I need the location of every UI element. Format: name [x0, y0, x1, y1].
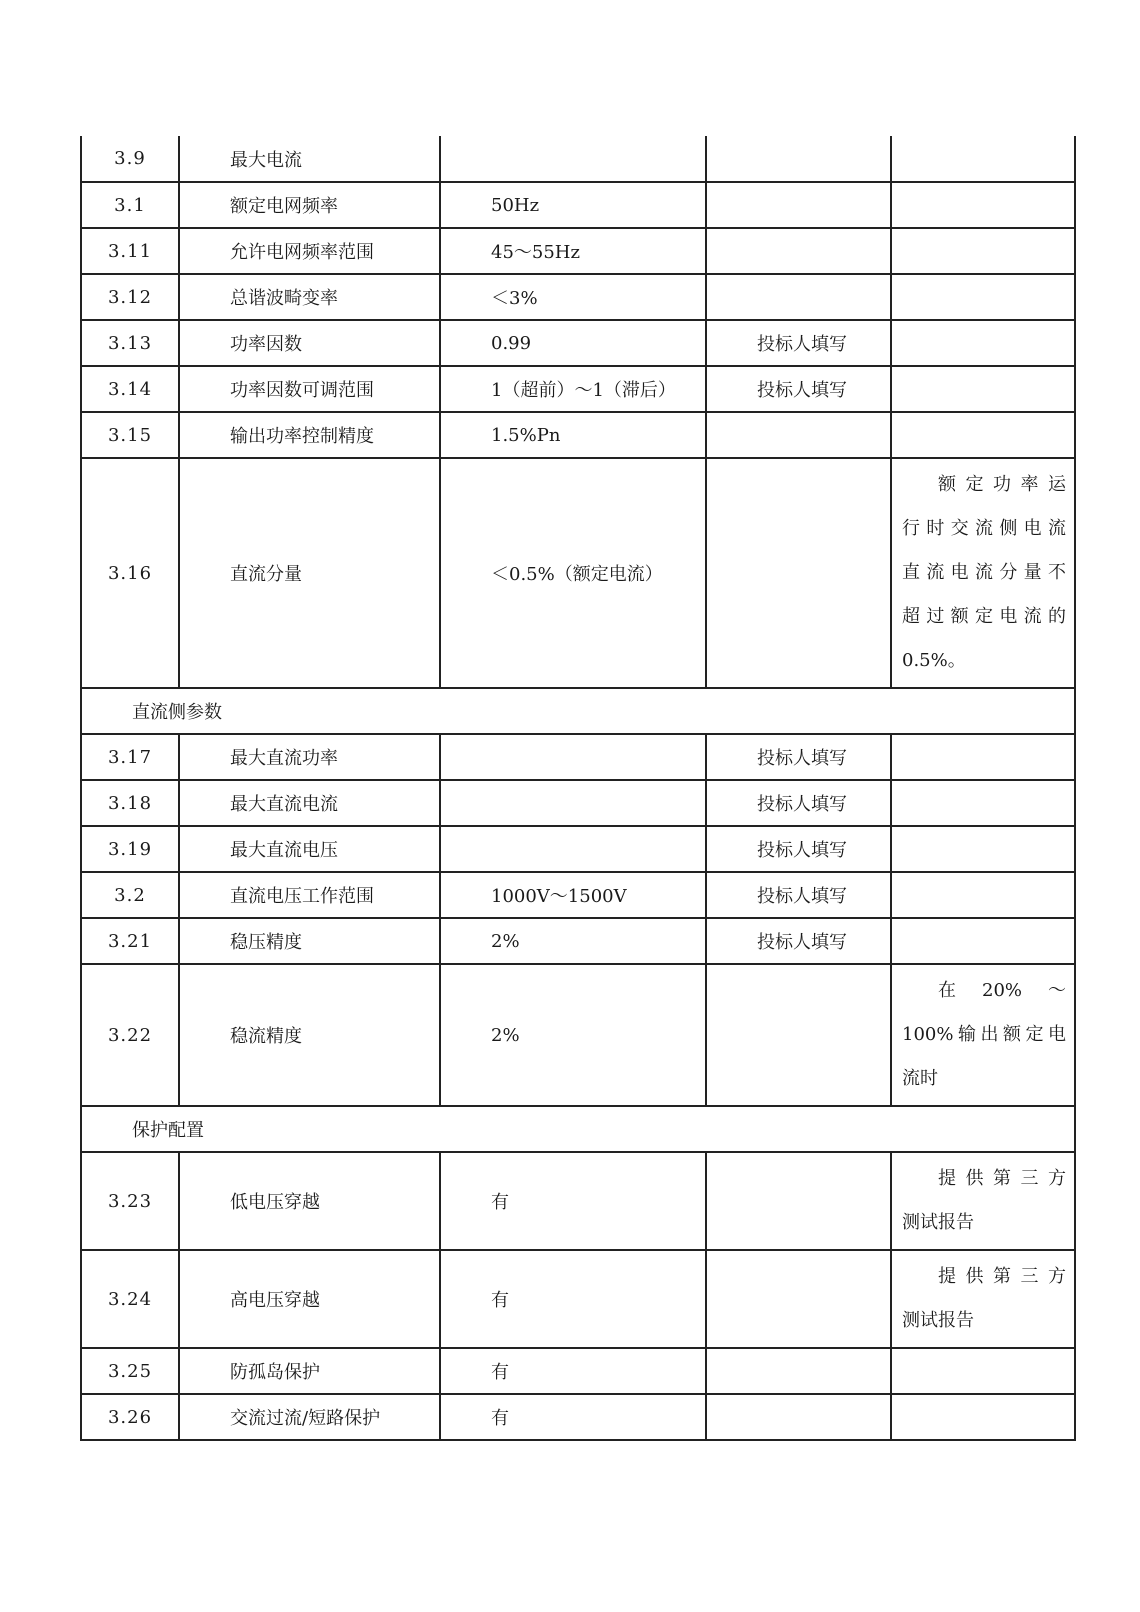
section-header-row [81, 688, 1075, 734]
param-name: 功率因数 [179, 320, 440, 366]
remark [891, 826, 1075, 872]
param-name: 高电压穿越 [179, 1250, 440, 1348]
row-number: 3.13 [81, 320, 179, 366]
param-name: 交流过流/短路保护 [179, 1394, 440, 1440]
table-row [81, 458, 1075, 688]
table-row [81, 918, 1075, 964]
row-number: 3.26 [81, 1394, 179, 1440]
bidder-fill: 投标人填写 [706, 780, 891, 826]
param-value: 1.5%Pn [440, 412, 706, 458]
remark-line: 超过额定电流的 [902, 606, 1066, 627]
param-value [440, 826, 706, 872]
bidder-fill: 投标人填写 [706, 872, 891, 918]
bidder-fill: 投标人填写 [706, 826, 891, 872]
row-number: 3.24 [81, 1250, 179, 1348]
remark [891, 1394, 1075, 1440]
row-number: 3.22 [81, 964, 179, 1106]
remark [891, 1152, 1075, 1250]
remark [891, 412, 1075, 458]
param-name: 最大电流 [179, 136, 440, 182]
table-row [81, 274, 1075, 320]
param-name: 输出功率控制精度 [179, 412, 440, 458]
table-row [81, 366, 1075, 412]
remark [891, 136, 1075, 182]
remark-line: 测试报告 [902, 1212, 974, 1233]
bidder-fill [706, 964, 891, 1106]
param-name: 最大直流电流 [179, 780, 440, 826]
remark-line: 流时 [902, 1068, 938, 1089]
row-number: 3.23 [81, 1152, 179, 1250]
param-value [440, 780, 706, 826]
bidder-fill [706, 1152, 891, 1250]
param-value: 有 [440, 1152, 706, 1250]
param-name: 稳流精度 [179, 964, 440, 1106]
param-name: 最大直流电压 [179, 826, 440, 872]
param-name: 直流分量 [179, 458, 440, 688]
row-number: 3.11 [81, 228, 179, 274]
param-value: 0.99 [440, 320, 706, 366]
remark [891, 734, 1075, 780]
remark-line: 行时交流侧电流 [902, 518, 1066, 539]
param-value: ＜0.5%（额定电流） [440, 458, 706, 688]
remark [891, 918, 1075, 964]
row-number: 3.2 [81, 872, 179, 918]
param-value: 有 [440, 1348, 706, 1394]
bidder-fill [706, 274, 891, 320]
remark-line: 直流电流分量不 [902, 562, 1066, 583]
bidder-fill [706, 182, 891, 228]
remark-line: 提供第三方 [938, 1266, 1066, 1287]
bidder-fill [706, 228, 891, 274]
row-number: 3.19 [81, 826, 179, 872]
remark [891, 872, 1075, 918]
param-value: 有 [440, 1394, 706, 1440]
bidder-fill: 投标人填写 [706, 320, 891, 366]
remark [891, 274, 1075, 320]
table-row [81, 136, 1075, 182]
remark-line: 提供第三方 [938, 1168, 1066, 1189]
remark [891, 182, 1075, 228]
param-value: ＜3% [440, 274, 706, 320]
row-number: 3.16 [81, 458, 179, 688]
row-number: 3.21 [81, 918, 179, 964]
param-value: 1000V～1500V [440, 872, 706, 918]
table-row [81, 734, 1075, 780]
remark [891, 320, 1075, 366]
bidder-fill [706, 1394, 891, 1440]
parameter-table [80, 136, 1076, 1441]
table-row [81, 964, 1075, 1106]
param-name: 最大直流功率 [179, 734, 440, 780]
table-row [81, 228, 1075, 274]
table-row [81, 412, 1075, 458]
table-row [81, 1394, 1075, 1440]
remark-line: 0.5%。 [902, 650, 966, 671]
param-value [440, 136, 706, 182]
bidder-fill [706, 1250, 891, 1348]
row-number: 3.17 [81, 734, 179, 780]
param-value: 有 [440, 1250, 706, 1348]
remark-line: 100%输出额定电 [902, 1024, 1066, 1045]
section-header-row [81, 1106, 1075, 1152]
row-number: 3.14 [81, 366, 179, 412]
table-row [81, 320, 1075, 366]
param-value: 45～55Hz [440, 228, 706, 274]
remark-line: 在 20% ～ [938, 980, 1066, 1001]
remark [891, 228, 1075, 274]
param-name: 功率因数可调范围 [179, 366, 440, 412]
table-row [81, 1348, 1075, 1394]
param-name: 防孤岛保护 [179, 1348, 440, 1394]
section-title-protection: 保护配置 [81, 1106, 1075, 1152]
remark [891, 1250, 1075, 1348]
param-name: 稳压精度 [179, 918, 440, 964]
remark [891, 964, 1075, 1106]
param-value [440, 734, 706, 780]
param-value: 50Hz [440, 182, 706, 228]
table-row [81, 1152, 1075, 1250]
table-row [81, 780, 1075, 826]
param-value: 2% [440, 964, 706, 1106]
table-row [81, 826, 1075, 872]
param-name: 直流电压工作范围 [179, 872, 440, 918]
bidder-fill: 投标人填写 [706, 734, 891, 780]
param-name: 低电压穿越 [179, 1152, 440, 1250]
bidder-fill [706, 1348, 891, 1394]
remark [891, 366, 1075, 412]
row-number: 3.12 [81, 274, 179, 320]
row-number: 3.18 [81, 780, 179, 826]
row-number: 3.1 [81, 182, 179, 228]
row-number: 3.25 [81, 1348, 179, 1394]
table-row [81, 182, 1075, 228]
bidder-fill [706, 412, 891, 458]
section-title-dc: 直流侧参数 [81, 688, 1075, 734]
table-row [81, 872, 1075, 918]
table-row [81, 1250, 1075, 1348]
remark [891, 458, 1075, 688]
bidder-fill: 投标人填写 [706, 366, 891, 412]
row-number: 3.9 [81, 136, 179, 182]
remark [891, 780, 1075, 826]
param-value: 1（超前）～1（滞后） [440, 366, 706, 412]
bidder-fill [706, 458, 891, 688]
param-name: 总谐波畸变率 [179, 274, 440, 320]
param-name: 额定电网频率 [179, 182, 440, 228]
row-number: 3.15 [81, 412, 179, 458]
remark-line: 额定功率运 [938, 474, 1066, 495]
param-name: 允许电网频率范围 [179, 228, 440, 274]
remark [891, 1348, 1075, 1394]
remark-line: 测试报告 [902, 1310, 974, 1331]
bidder-fill [706, 136, 891, 182]
param-value: 2% [440, 918, 706, 964]
bidder-fill: 投标人填写 [706, 918, 891, 964]
